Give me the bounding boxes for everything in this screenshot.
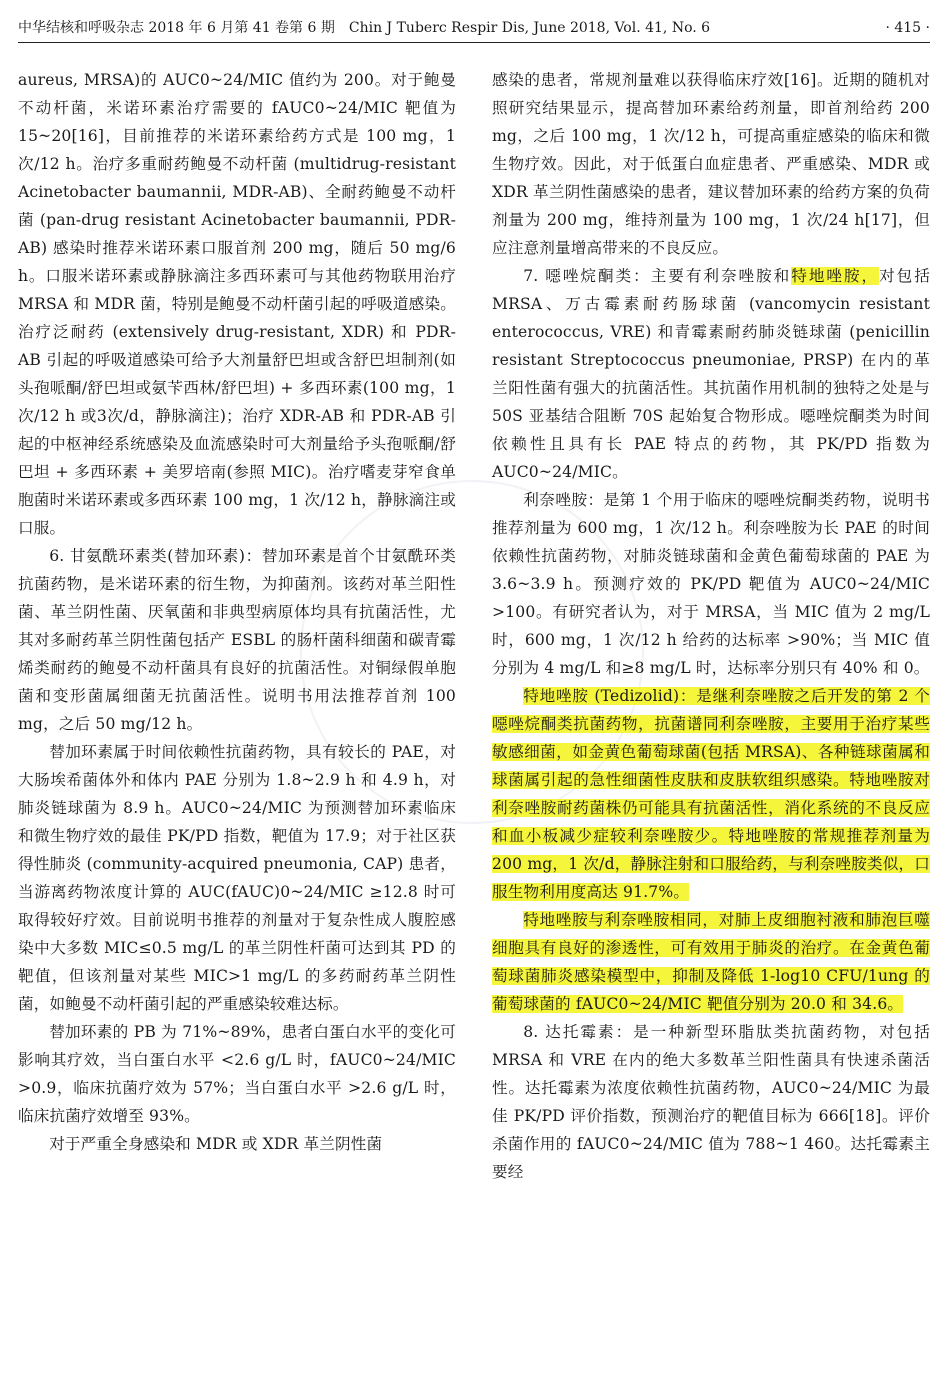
highlight-tedizolid-paragraph: 特地唑胺 (Tedizolid)：是继利奈唑胺之后开发的第 2 个噁唑烷酮类抗菌药物，抗菌谱同利奈唑胺，主要用于治疗某些敏感细菌，如金黄色葡萄球菌(包括 MRSA)、各种链球菌属和球菌属引起的急性细菌性皮肤和皮肤软组织感染。特地唑胺对利奈唑胺耐药菌株仍可能具有抗菌活性，消化系统的不良反应和血小板减少症较利奈唑胺少。特地唑胺的常规推荐剂量为 200 mg，1 次/d，静脉注射和口服给药，与利奈唑胺类似，口服生物利用度高达 91.7%。 [492, 687, 930, 901]
highlight-tedizolid-lung: 特地唑胺与利奈唑胺相同，对肺上皮细胞衬液和肺泡巨噬细胞具有良好的渗透性，可有效用于肺炎的治疗。在金黄色葡萄球菌肺炎感染模型中，抑制及降低 1-log10 CFU/1ung 的葡萄球菌的 fAUC0~24/MIC 靶值分别为 20.0 和 34.6。 [492, 911, 930, 1013]
right-column [492, 66, 930, 1186]
oxazolidinone-body: 对包括 MRSA、万古霉素耐药肠球菌 (vancomycin resistant enterococcus, VRE) 和青霉素耐药肺炎链球菌 (penicillin resistant Streptococcus pneumoniae, PRSP) 在内的革兰阳性菌有强大的抗菌活性。其抗菌作用机制的独特之处是与 50S 亚基结合阻断 70S 起始复合物形成。噁唑烷酮类为时间依赖性且具有长 PAE 特点的药物，其 PK/PD 指数为 AUC0~24/MIC。 [492, 267, 930, 481]
left-column [18, 66, 456, 1158]
paragraph-linezolid: 利奈唑胺：是第 1 个用于临床的噁唑烷酮类药物，说明书推荐剂量为 600 mg，1 次/12 h。利奈唑胺为长 PAE 的时间依赖性抗菌药物，对肺炎链球菌和金黄色葡萄球菌的 PAE 为 3.6~3.9 h。预测疗效的 PK/PD 靶值为 AUC0~24/MIC >100。有研究者认为，对于 MRSA，当 MIC 值为 2 mg/L 时，600 mg，1 次/12 h 给药的达标率 >90%；当 MIC 值分别为 4 mg/L 和≥8 mg/L 时，达标率分别只有 40% 和 0。 [492, 491, 930, 677]
page-number: · 415 · [885, 20, 930, 36]
paragraph-glycylcycline: 6. 甘氨酰环素类(替加环素)：替加环素是首个甘氨酰环类抗菌药物，是米诺环素的衍生物，为抑菌剂。该药对革兰阳性菌、革兰阴性菌、厌氧菌和非典型病原体均具有抗菌活性，尤其对多耐药革兰阴性菌包括产 ESBL 的肠杆菌科细菌和碳青霉烯类耐药的鲍曼不动杆菌具有良好的抗菌活性。对铜绿假单胞菌和变形菌属细菌无抗菌活性。说明书用法推荐首剂 100 mg，之后 50 mg/12 h。 [18, 547, 456, 733]
paragraph-minocycline-continued: aureus, MRSA)的 AUC0~24/MIC 值约为 200。对于鲍曼不动杆菌，米诺环素治疗需要的 fAUC0~24/MIC 靶值为 15~20[16]，目前推荐的米诺环素给药方式是 100 mg，1 次/12 h。治疗多重耐药鲍曼不动杆菌 (multidrug-resistant Acinetobacter baumannii, MDR-AB)、全耐药鲍曼不动杆菌 (pan-drug resistant Acinetobacter baumannii, PDR-AB) 感染时推荐米诺环素口服首剂 200 mg，随后 50 mg/6 h。口服米诺环素或静脉滴注多西环素可与其他药物联用治疗 MRSA 和 MDR 菌，特别是鲍曼不动杆菌引起的呼吸道感染。治疗泛耐药 (extensively drug-resistant, XDR) 和 PDR-AB 引起的呼吸道感染可给予大剂量舒巴坦或含舒巴坦制剂(如头孢哌酮/舒巴坦或氨苄西林/舒巴坦) + 多西环素(100 mg，1 次/12 h 或3次/d，静脉滴注)；治疗 XDR-AB 和 PDR-AB 引起的中枢神经系统感染及血流感染时可大剂量给予头孢哌酮/舒巴坦 + 多西环素 + 美罗培南(参照 MIC)。治疗嗜麦芽窄食单胞菌时米诺环素或多西环素 100 mg，1 次/12 h，静脉滴注或口服。 [18, 71, 456, 537]
oxazolidinone-intro: 7. 噁唑烷酮类：主要有利奈唑胺和 [523, 267, 792, 285]
paragraph-oxazolidinone [492, 262, 930, 486]
highlight-tedizolid-mention: 特地唑胺， [791, 267, 880, 285]
paragraph-tigecycline-severe: 对于严重全身感染和 MDR 或 XDR 革兰阴性菌 [49, 1135, 383, 1153]
paragraph-daptomycin: 8. 达托霉素：是一种新型环脂肽类抗菌药物，对包括 MRSA 和 VRE 在内的绝大多数革兰阳性菌具有快速杀菌活性。达托霉素为浓度依赖性抗菌药物，AUC0~24/MIC 为最佳 PK/PD 评价指数，预测治疗的靶值目标为 666[18]。评价杀菌作用的 fAUC0~24/MIC 值为 788~1 460。达托霉素主要经 [492, 1023, 930, 1181]
paragraph-tigecycline-dose: 感染的患者，常规剂量难以获得临床疗效[16]。近期的随机对照研究结果显示，提高替加环素给药剂量，即首剂给药 200 mg，之后 100 mg，1 次/12 h，可提高重症感染的临床和微生物疗效。因此，对于低蛋白血症患者、严重感染、MDR 或 XDR 革兰阴性菌感染的患者，建议替加环素的给药方案的负荷剂量为 200 mg，维持剂量为 100 mg，1 次/24 h[17]，但应注意剂量增高带来的不良反应。 [492, 71, 930, 257]
paragraph-tedizolid-lung [492, 906, 930, 1018]
paragraph-tigecycline-albumin: 替加环素的 PB 为 71%~89%，患者白蛋白水平的变化可影响其疗效，当白蛋白水平 <2.6 g/L 时，fAUC0~24/MIC >0.9，临床抗菌疗效为 57%；当白蛋白水平 >2.6 g/L 时，临床抗菌疗效增至 93%。 [18, 1023, 456, 1125]
running-header [18, 14, 930, 43]
paragraph-tigecycline-pkpd: 替加环素属于时间依赖性抗菌药物，具有较长的 PAE，对大肠埃希菌体外和体内 PAE 分别为 1.8~2.9 h 和 4.9 h，对肺炎链球菌为 8.9 h。AUC0~24/MIC 为预测替加环素临床和微生物疗效的最佳 PK/PD 指数，靶值为 17.9；对于社区获得性肺炎 (community-acquired pneumonia, CAP) 患者，当游离药物浓度计算的 AUC(fAUC)0~24/MIC ≥12.8 时可取得较好疗效。目前说明书推荐的剂量对于复杂性成人腹腔感染中大多数 MIC≤0.5 mg/L 的革兰阴性杆菌可达到其 PD 的靶值，但该剂量对某些 MIC>1 mg/L 的多药耐药革兰阴性菌，如鲍曼不动杆菌引起的严重感染较难达标。 [18, 743, 456, 1013]
journal-citation: 中华结核和呼吸杂志 2018 年 6 月第 41 卷第 6 期 Chin J Tuberc Respir Dis, June 2018, Vol. 41, No. 6 [18, 20, 711, 36]
paragraph-tedizolid [492, 682, 930, 906]
